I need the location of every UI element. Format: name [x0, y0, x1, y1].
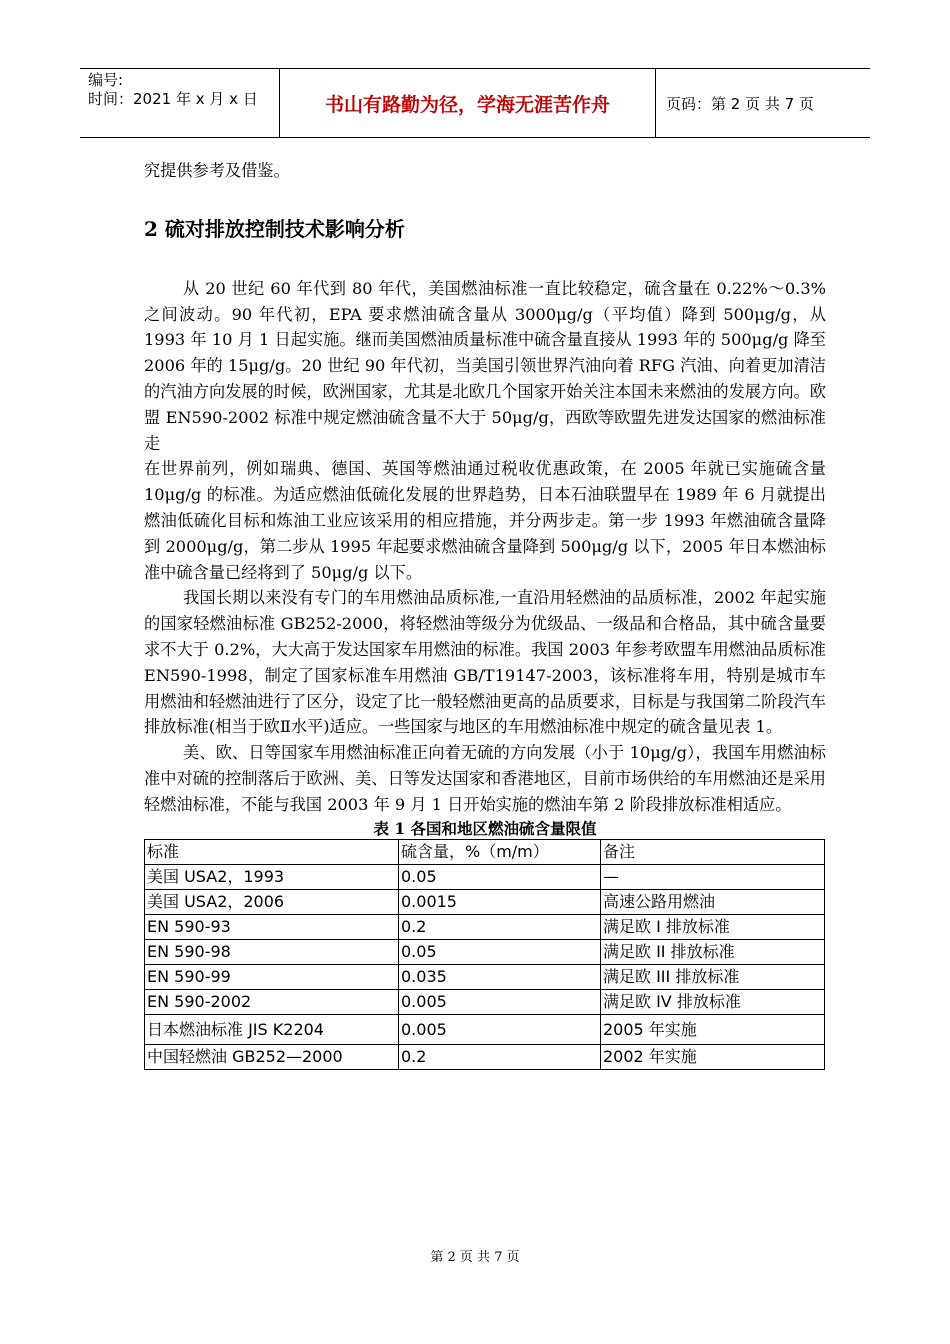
table-cell: 美国 USA2，1993 [145, 864, 399, 889]
table-cell: 0.2 [399, 914, 601, 939]
table-cell: 0.05 [399, 939, 601, 964]
paragraph-4: 美、欧、日等国家车用燃油标准正向着无硫的方向发展（小于 10μg/g），我国车用燃油标准中对硫的控制落后于欧洲、美、日等发达国家和香港地区，目前市场供给的车用燃油还是采用轻燃油标准，不能与我国 2003 年 9 月 1 日开始实施的燃油车第 2 阶段排放标准相适应。 [144, 743, 826, 814]
table-caption: 表 1 各国和地区燃油硫含量限值 [373, 818, 597, 838]
table-cell: 0.005 [399, 989, 601, 1014]
table-row [145, 864, 825, 889]
table-row [145, 989, 825, 1014]
table-cell: 日本燃油标准 JIS K2204 [145, 1014, 399, 1044]
header-meta [80, 69, 280, 137]
table-row [145, 1014, 825, 1044]
table-cell: 满足欧 III 排放标准 [601, 964, 825, 989]
document-body [144, 158, 826, 1070]
table-cell: 2005 年实施 [601, 1014, 825, 1044]
table-cell: 满足欧 I 排放标准 [601, 914, 825, 939]
table-cell: EN 590-2002 [145, 989, 399, 1014]
table-cell: 0.2 [399, 1044, 601, 1069]
paragraph-1: 从 20 世纪 60 年代到 80 年代，美国燃油标准一直比较稳定，硫含量在 0.22%～0.3%之间波动。90 年代初，EPA 要求燃油硫含量从 3000μg/g（平均值）降到 500μg/g，从 1993 年 10 月 1 日起实施。继而美国燃油质量标准中硫含量直接从 1993 年的 500μg/g 降至 2006 年的 15μg/g。20 世纪 90 年代初，当美国引领世界汽油向着 RFG 汽油、向着更加清洁的汽油方向发展的时候，欧洲国家，尤其是北欧几个国家开始关注本国未来燃油的发展方向。欧盟 EN590-2002 标准中规定燃油硫含量不大于 50μg/g，西欧等欧盟先进发达国家的燃油标准走 [144, 278, 826, 453]
header-page-label: 页码：第 2 页 共 7 页 [666, 94, 814, 113]
page-footer: 第 2 页 共 7 页 [430, 1250, 520, 1265]
table-row [145, 964, 825, 989]
table-row [145, 914, 825, 939]
table-row [145, 939, 825, 964]
table-cell: 0.005 [399, 1014, 601, 1044]
header-time-label: 时间：2021 年 x 月 x 日 [88, 90, 258, 108]
paragraph-2: 在世界前列，例如瑞典、德国、英国等燃油通过税收优惠政策，在 2005 年就已实施硫含量 10μg/g 的标准。为适应燃油低硫化发展的世界趋势，日本石油联盟早在 1989 年 6 月就提出燃油低硫化目标和炼油工业应该采用的相应措施，并分两步走。第一步 1993 年燃油硫含量降到 2000μg/g，第二步从 1995 年起要求燃油硫含量降到 500μg/g 以下，2005 年日本燃油标准中硫含量已经将到了 50μg/g 以下。 [144, 459, 826, 582]
table-cell: 高速公路用燃油 [601, 889, 825, 914]
table-cell: 0.035 [399, 964, 601, 989]
table-cell: 满足欧 IV 排放标准 [601, 989, 825, 1014]
intro-line: 究提供参考及借鉴。 [144, 161, 290, 180]
table-cell: 0.05 [399, 864, 601, 889]
table-header-cell: 硫含量，%（m/m） [399, 839, 601, 864]
table-cell: 满足欧 II 排放标准 [601, 939, 825, 964]
section-heading: 2 硫对排放控制技术影响分析 [144, 216, 405, 241]
table-header-cell: 备注 [601, 839, 825, 864]
table-row [145, 889, 825, 914]
sulfur-limits-table [144, 839, 825, 1070]
header-number-label: 编号: [88, 71, 124, 89]
table-cell: EN 590-99 [145, 964, 399, 989]
page-header [80, 68, 870, 138]
table-cell: 美国 USA2，2006 [145, 889, 399, 914]
table-cell: EN 590-93 [145, 914, 399, 939]
table-cell: 0.0015 [399, 889, 601, 914]
table-cell: — [601, 864, 825, 889]
header-motto: 书山有路勤为径，学海无涯苦作舟 [280, 69, 656, 137]
table-cell: 2002 年实施 [601, 1044, 825, 1069]
paragraph-3: 我国长期以来没有专门的车用燃油品质标准,一直沿用轻燃油的品质标准，2002 年起实施的国家轻燃油标准 GB252-2000，将轻燃油等级分为优级品、一级品和合格品，其中硫含量要求不大于 0.2%，大大高于发达国家车用燃油的标准。我国 2003 年参考欧盟车用燃油品质标准 EN590-1998，制定了国家标准车用燃油 GB/T19147-2003，该标准将车用，特别是城市车用燃油和轻燃油进行了区分，设定了比一般轻燃油更高的品质要求，目标是与我国第二阶段汽车排放标准(相当于欧Ⅱ水平)适应。一些国家与地区的车用燃油标准中规定的硫含量见表 1。 [144, 588, 826, 737]
table-cell: 中国轻燃油 GB252—2000 [145, 1044, 399, 1069]
table-cell: EN 590-98 [145, 939, 399, 964]
table-header-cell: 标准 [145, 839, 399, 864]
table-header-row [145, 839, 825, 864]
table-row [145, 1044, 825, 1069]
